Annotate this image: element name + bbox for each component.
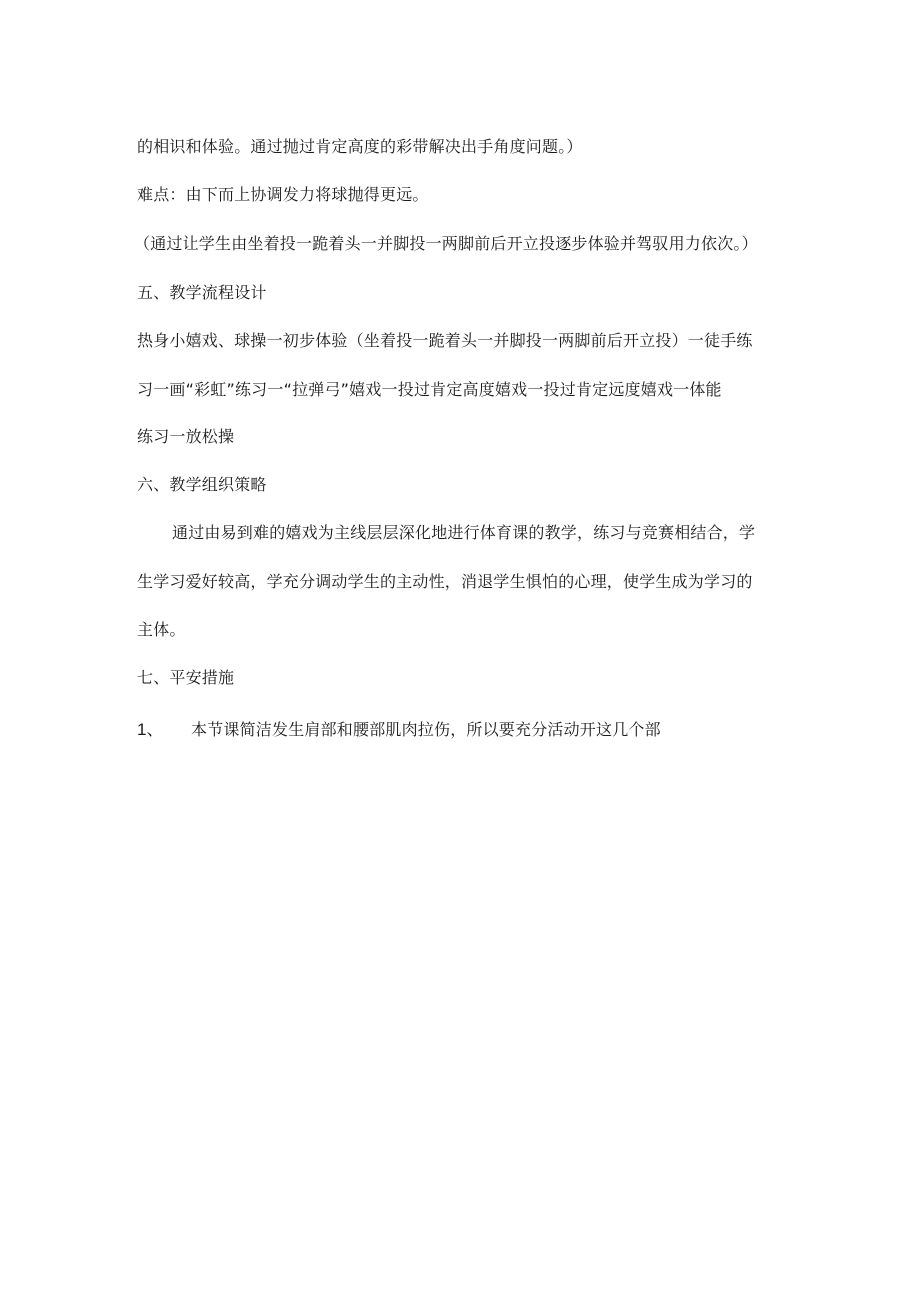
paragraph-line: 生学习爱好较高，学充分调动学生的主动性，消退学生惧怕的心理，使学生成为学习的: [137, 572, 753, 591]
paragraph-line: 主体。: [137, 620, 186, 639]
list-item-text: 本节课简洁发生肩部和腰部肌肉拉伤，所以要充分活动开这几个部: [191, 720, 661, 739]
section-heading: 六、教学组织策略: [137, 475, 267, 494]
section-heading: 七、平安措施: [137, 668, 235, 687]
text-line: 练习一放松操: [137, 427, 235, 446]
text-line: 习一画“彩虹”练习一“拉弹弓”嬉戏一投过肯定高度嬉戏一投过肯定远度嬉戏一体能: [137, 380, 722, 399]
difficulty-line: 难点：由下而上协调发力将球抛得更远。: [137, 185, 429, 204]
section-heading: 五、教学流程设计: [137, 283, 267, 302]
text-line: （通过让学生由坐着投一跪着头一并脚投一两脚前后开立投逐步体验并驾驭用力依次。）: [134, 234, 758, 253]
paragraph-line: 通过由易到难的嬉戏为主线层层深化地进行体育课的教学，练习与竞赛相结合，学: [172, 523, 756, 542]
text-line: 的相识和体验。通过抛过肯定高度的彩带解决出手角度问题。）: [137, 137, 583, 156]
text-line: 热身小嬉戏、球操一初步体验（坐着投一跪着头一并脚投一两脚前后开立投）一徒手练: [137, 331, 753, 350]
list-item-number: 1、: [137, 720, 164, 739]
